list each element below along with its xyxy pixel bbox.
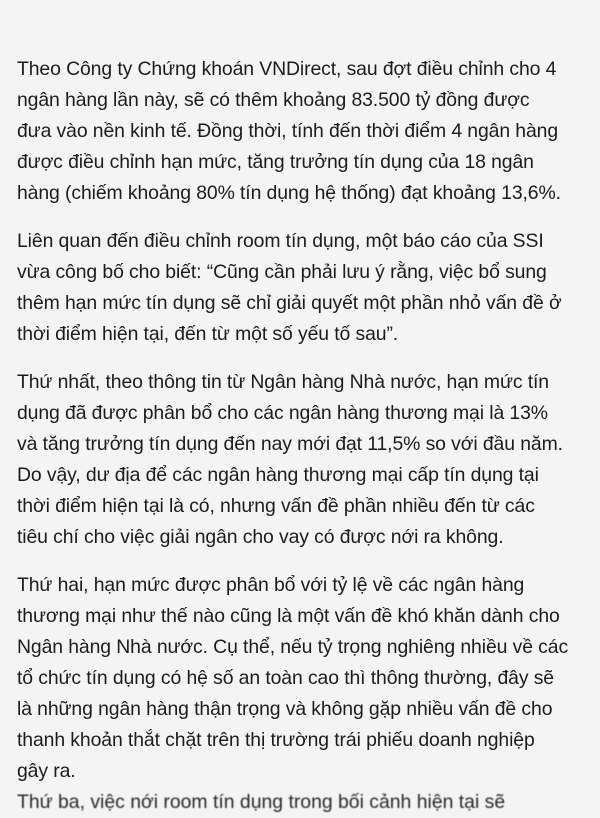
- text-line: thêm hạn mức tín dụng sẽ chỉ giải quyết một phần nhỏ vấn đề ở: [17, 292, 562, 314]
- text-line: đưa vào nền kinh tế. Đồng thời, tính đến thời điểm 4 ngân hàng: [17, 120, 559, 142]
- paragraph-vndirect: [17, 54, 591, 209]
- paragraph-second-factor: [17, 570, 591, 787]
- text-line: tổ chức tín dụng có hệ số an toàn cao thì thông thường, đây sẽ: [17, 667, 554, 689]
- text-line: thương mại như thế nào cũng là một vấn đề khó khăn dành cho: [17, 605, 560, 627]
- text-line: Thứ ba, việc nới room tín dụng trong bối cảnh hiện tại sẽ: [17, 791, 506, 813]
- text-line: thanh khoản thắt chặt trên thị trường trái phiếu doanh nghiệp: [17, 729, 535, 751]
- paragraph-ssi-report: [17, 226, 591, 350]
- text-line: được điều chỉnh hạn mức, tăng trưởng tín dụng của 18 ngân: [17, 151, 534, 173]
- text-line: Liên quan đến điều chỉnh room tín dụng, một báo cáo của SSI: [17, 230, 544, 252]
- text-line: thời điểm hiện tại, đến từ một số yếu tố sau”.: [17, 323, 399, 345]
- text-line: ngân hàng lần này, sẽ có thêm khoảng 83.500 tỷ đồng được: [17, 89, 530, 111]
- text-line: Do vậy, dư địa để các ngân hàng thương mại cấp tín dụng tại: [17, 464, 539, 486]
- article-body: [17, 54, 591, 787]
- paragraph-first-factor: [17, 367, 591, 553]
- text-line: là những ngân hàng thận trọng và không gặp nhiều vấn đề cho: [17, 698, 553, 720]
- cutoff-next-paragraph: [17, 787, 591, 813]
- text-line: tiêu chí cho việc giải ngân cho vay có được nới ra không.: [17, 526, 504, 548]
- text-line: dụng đã được phân bổ cho các ngân hàng thương mại là 13%: [17, 402, 548, 424]
- text-line: gây ra.: [17, 760, 76, 782]
- text-line: Thứ hai, hạn mức được phân bổ với tỷ lệ về các ngân hàng: [17, 574, 525, 596]
- text-line: Theo Công ty Chứng khoán VNDirect, sau đợt điều chỉnh cho 4: [17, 58, 557, 80]
- text-line: Thứ nhất, theo thông tin từ Ngân hàng Nhà nước, hạn mức tín: [17, 371, 549, 393]
- text-line: thời điểm hiện tại là có, nhưng vấn đề phần nhiều đến từ các: [17, 495, 535, 517]
- text-line: hàng (chiếm khoảng 80% tín dụng hệ thống) đạt khoảng 13,6%.: [17, 182, 561, 204]
- text-line: vừa công bố cho biết: “Cũng cần phải lưu ý rằng, việc bổ sung: [17, 261, 547, 283]
- text-line: và tăng trưởng tín dụng đến nay mới đạt 11,5% so với đầu năm.: [17, 433, 563, 455]
- text-line: Ngân hàng Nhà nước. Cụ thể, nếu tỷ trọng nghiêng nhiều về các: [17, 636, 569, 658]
